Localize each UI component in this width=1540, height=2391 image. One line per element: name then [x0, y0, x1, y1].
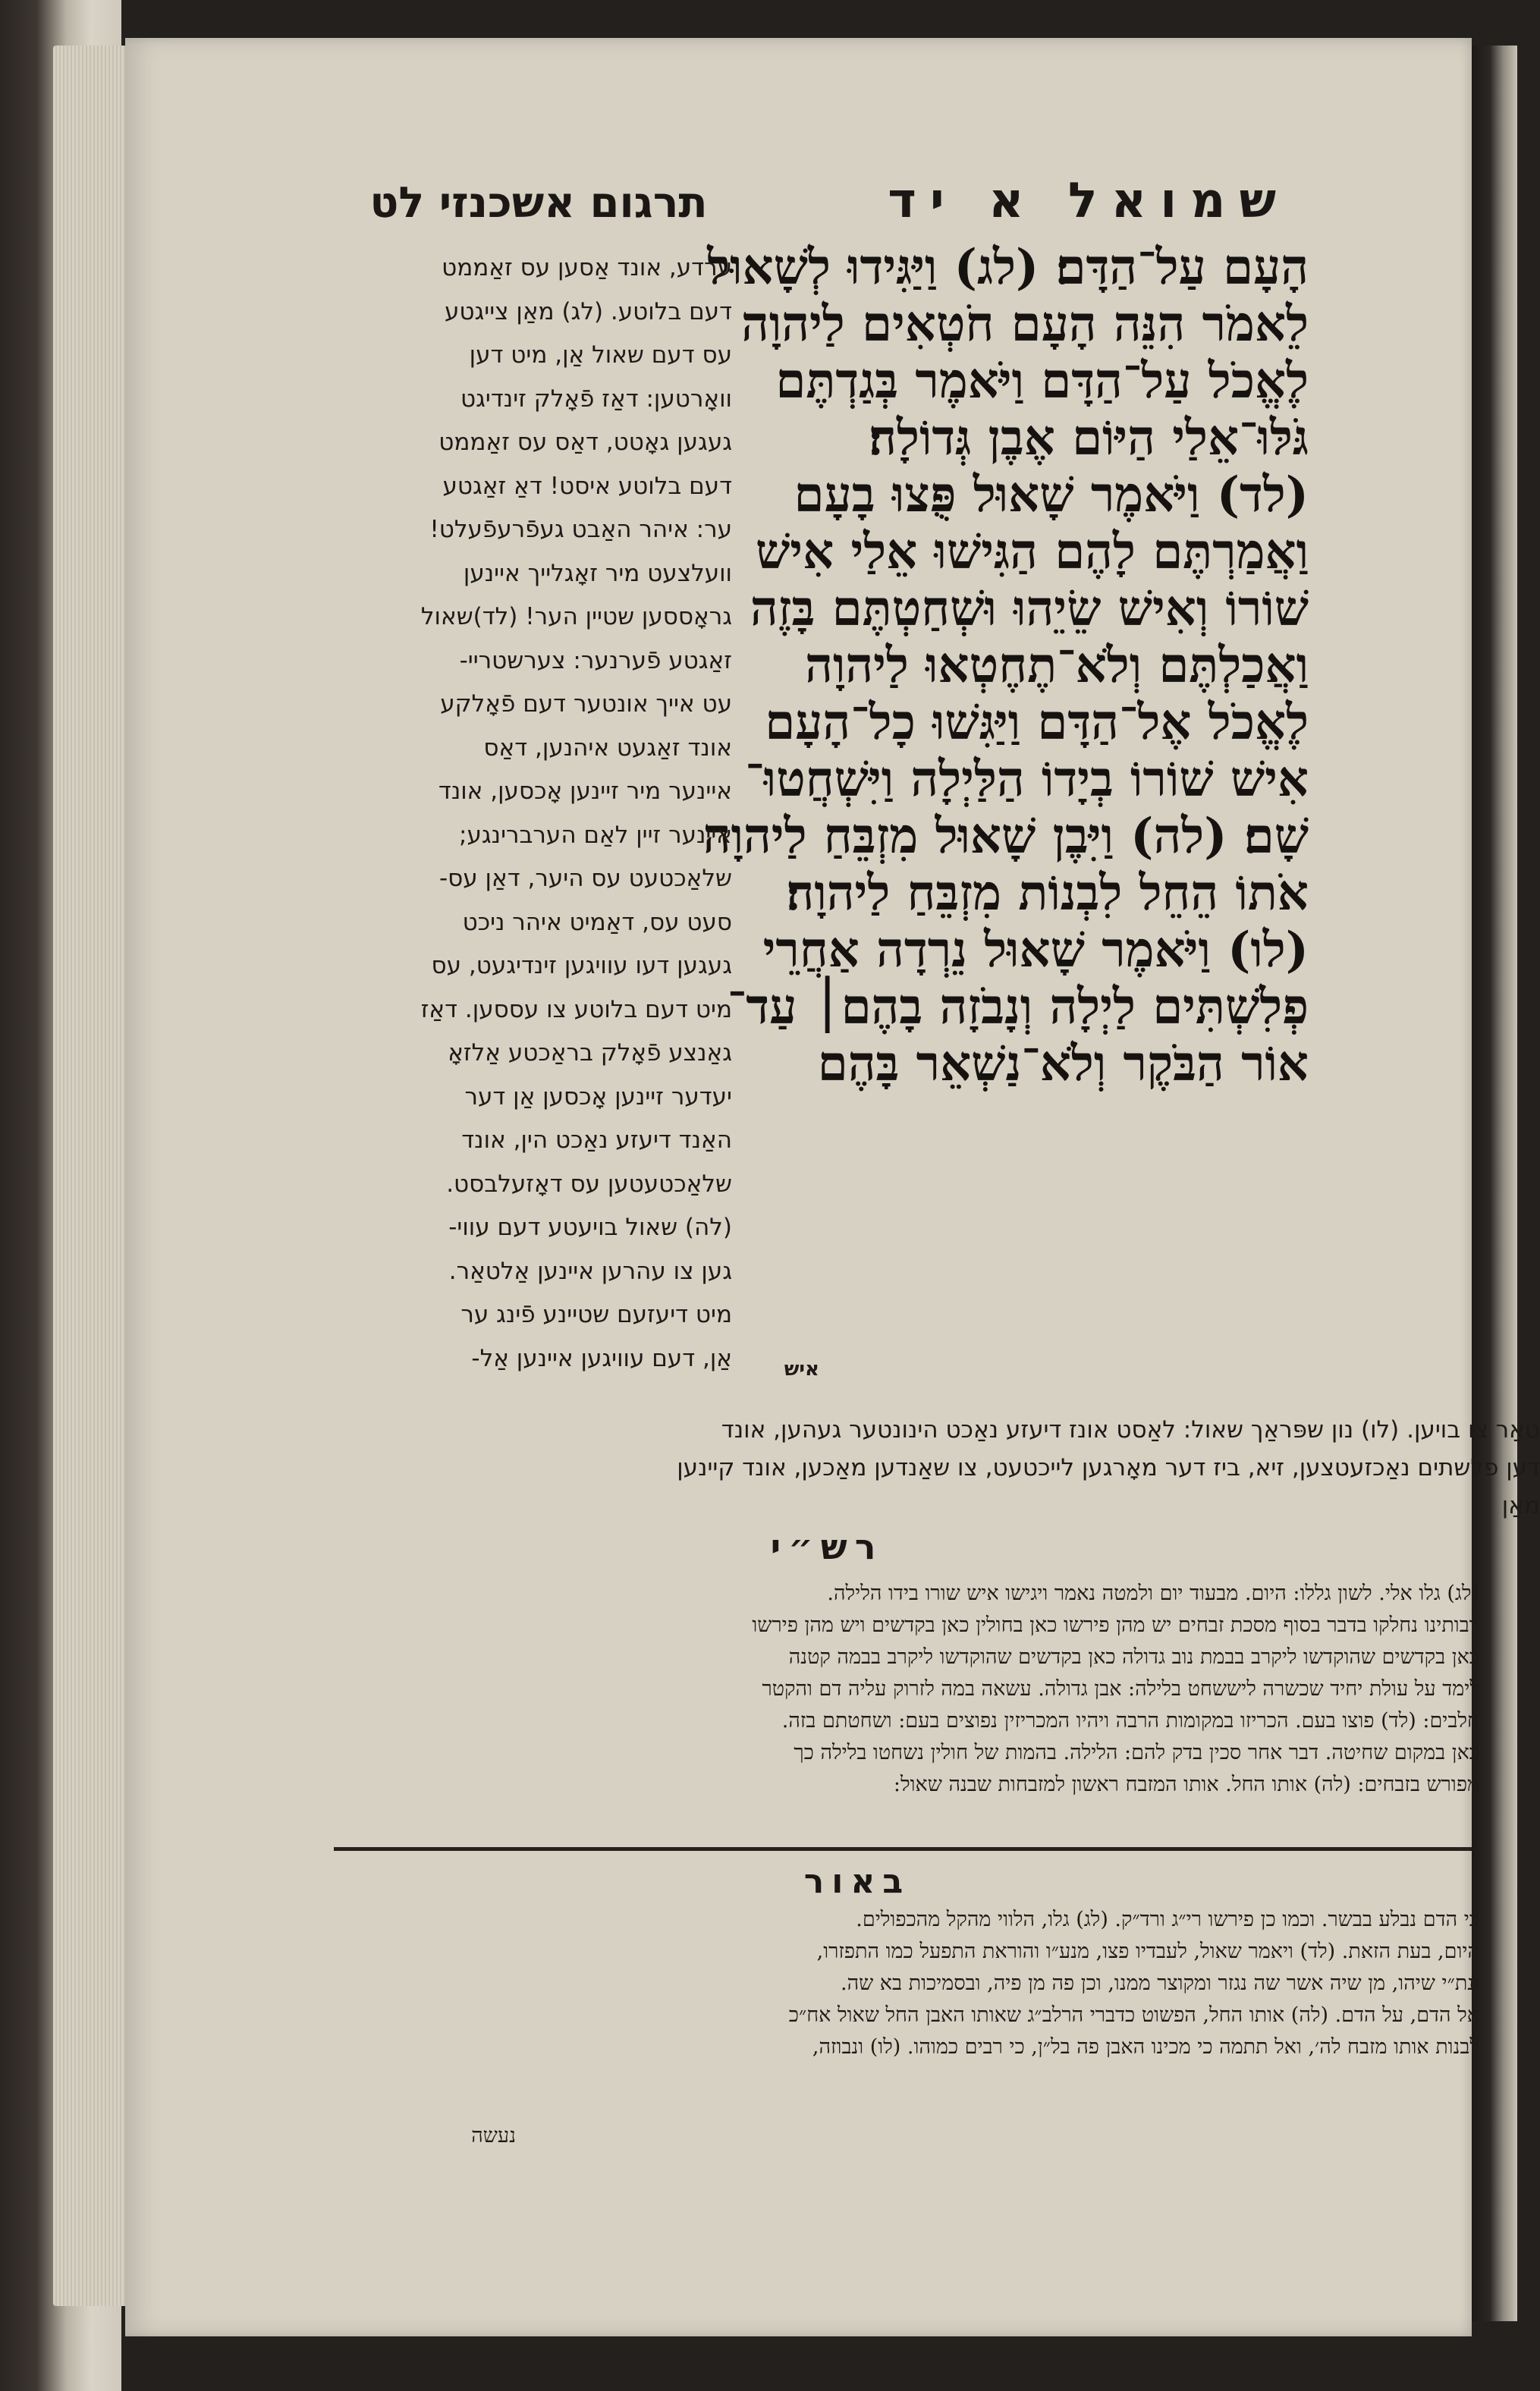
biur-heading: באור [803, 1862, 911, 1901]
page-stack-edge [53, 46, 137, 2306]
yiddish-line: געגען גאָטט, דאַס עס זאַממט [438, 429, 732, 456]
hebrew-line: שׁוֹרוֹ וְאִישׁ שֵׂיֵהוּ וּשְׁחַטְתֶּם בָּזֶה [750, 580, 1309, 637]
hebrew-line: אִישׁ שׁוֹרוֹ בְיָדוֹ הַלַּיְלָה וַיִּשְׁחֲטוּ־ [745, 751, 1309, 808]
yiddish-line: געגען דעו עוויגען זינדיגעט, עס [431, 952, 732, 979]
yiddish-line: עס דעם שאול אַן, מיט דען [469, 341, 732, 369]
hebrew-line: (לו) וַיֹּאמֶר שָׁאוּל נֵרְדָה אַחֲרֵי [762, 922, 1309, 979]
yiddish-line: שלאַכטעט עס היער, דאַן עס- [439, 865, 732, 892]
hebrew-line: פְלִשְׁתִּים לַיְלָה וְנָבֹזָה בָהֶם׀ עַד־ [727, 979, 1309, 1035]
yiddish-line: זאַגטע פֿערנער: צערשטריי- [459, 646, 732, 674]
yiddish-line: ער: איהר האַבט געפֿרעפֿעלט! [429, 516, 732, 543]
section-divider [334, 1847, 1472, 1851]
hebrew-line: וַאֲכַלְתֶּם וְלֹא־תֶחֶטְאוּ לַיהוָה [805, 637, 1309, 694]
hebrew-line: שָׁם׃ (לה) וַיִּבֶן שָׁאוּל מִזְבֵּחַ לַיהוָה [702, 808, 1309, 865]
biur-line: לבנות אותו מזבח לה׳, ואל תתמה כי מכינו האבן פה בל״ן, כי רבים כמוהו. (לו) ונבוזה, [812, 2035, 1479, 2059]
hebrew-line: גֹּלּוּ־אֵלַי הַיּוֹם אֶבֶן גְּדוֹלָה׃ [869, 410, 1309, 467]
yiddish-line: יעדער זיינען אָכסען אַן דער [464, 1082, 732, 1111]
biur-line: היום, בעת הזאת. (לד) ויאמר שאול, לעבדיו פצו, מנע״ו והוראת התפעל כמו התפזרו, [816, 1940, 1479, 1963]
yiddish-line: גאַנצע פֿאָלק בראַכטע אַלזאָ [448, 1039, 732, 1067]
biur-line: אל הדם, על הדם. (לה) אותו החל, הפשוט כדברי הרלב״ג שאותו האבן החל שאול אח״כ [788, 2003, 1479, 2027]
rashi-line: כאן בקדשים שהוקדשו ליקרב בבמת נוב גדולה כאן בקדשים שהוקדשו ליקרב בבמה קטנה [788, 1645, 1479, 1669]
hebrew-line: לֵאמֹר הִנֵּה הָעָם חֹטְאִים לַיהוָה [741, 296, 1309, 353]
rashi-line: חלבים: (לד) פוצו בעם. הכריזו במקומות הרבה ויהיו המכריזין נפוצים בעם: ושחטתם בזה. [781, 1709, 1479, 1733]
yiddish-line: אונד זאַגעט איהנען, דאַס [483, 734, 732, 762]
yiddish-line: האַנד דיעזע נאַכט הין, אונד [461, 1126, 732, 1154]
hebrew-text-column [702, 239, 1309, 1092]
yiddish-line: עט אייך אונטער דעם פֿאָלקע [440, 690, 732, 718]
yiddish-line: מאַן [1501, 1492, 1540, 1519]
yiddish-line: גראָססען שטיין הער! (לד)שאול [420, 603, 732, 630]
rashi-line: כאן במקום שחיטה. דבר אחר סכין בדק להם: הלילה. בהמות של חולין נשחטו בלילה כך [794, 1741, 1479, 1764]
rashi-commentary [315, 1578, 1479, 1801]
yiddish-line: מיט דעם בלוטע צו עססען. דאַז [420, 995, 732, 1023]
hebrew-line: לֶאֱכֹל עַל־הַדָּם וַיֹּאמֶר בְּגַדְתֶּם [775, 353, 1309, 410]
catchword: איש [784, 1358, 819, 1381]
hebrew-line: (לד) וַיֹּאמֶר שָׁאוּל פֻּצוּ בָעָם [794, 467, 1309, 523]
rashi-line: רבותינו נחלקו בדבר בסוף מסכת זבחים יש מהן פירשו כאן בחולין כאן בקדשים ויש מהן פירשו [752, 1613, 1479, 1637]
running-header-targum: תרגום אשכנזי לט [369, 178, 708, 228]
yiddish-line: סעט עס, דאַמיט איהר ניכט [462, 908, 732, 936]
rashi-heading: רש״י [770, 1526, 884, 1567]
hebrew-line: וַאֲמַרְתֶּם לָהֶם הַגִּישׁוּ אֵלַי אִישׁ [755, 523, 1309, 580]
biur-commentary [315, 1904, 1479, 2063]
yiddish-line: (לה) שאול בויעטע דעם עווי- [448, 1214, 732, 1241]
yiddish-line: וועלצעט מיר זאָגלייך איינען [463, 559, 732, 587]
yiddish-line: דעם בלוטע. (לג) מאַן צייגטע [444, 297, 732, 325]
yiddish-line: ערדע, אונד אַסען עס זאַממט [442, 254, 732, 281]
rashi-line: מפורש בזבחים: (לה) אותו החל. אותו המזבח ראשון למזבחות שבנה שאול: [893, 1773, 1479, 1796]
yiddish-line: גען צו עהרען איינען אַלטאַר. [448, 1257, 732, 1285]
catchword-bottom: נעשה [471, 2124, 516, 2148]
hebrew-line: אוֹר הַבֹּקֶר וְלֹא־נַשְׁאֵר בָּהֶם [817, 1035, 1309, 1092]
yiddish-line: אַן, דעם עוויגען איינען אַל- [471, 1344, 732, 1372]
yiddish-line: איינער מיר זיינען אָכסען, אונד [438, 778, 732, 805]
yiddish-translation-column [315, 247, 732, 1381]
yiddish-translation-continued [315, 1411, 1540, 1525]
yiddish-line: שלאַכטעטען עס דאָזעלבסט. [446, 1170, 732, 1198]
yiddish-line: דען פלשתים נאַכזעטצען, זיא, ביז דער מאָרגען לייכטעט, צו שאַנדען מאַכען, אונד קיינען [677, 1454, 1540, 1481]
hebrew-line: לֶאֱכֹל אֶל־הַדָּם וַיַּגִּשׁוּ כָל־הָעָם [765, 694, 1309, 751]
hebrew-line: אֹתוֹ הֵחֵל לִבְנוֹת מִזְבֵּחַ לַיהוָה׃ [786, 865, 1309, 922]
biur-line: כי הדם נבלע בבשר. וכמו כן פירשו רי״ג ורד״ק. (לג) גלו, הלווי מהקל מהכפולים. [856, 1908, 1479, 1931]
yiddish-line: דעם בלוטע איסט! דאַ זאַגטע [442, 472, 732, 500]
biur-line: ונת״י שיהו, מן שיה אשר שה נגזר ומקוצר ממנו, וכן פה מן פיה, ובסמיכות בא שה. [841, 1972, 1479, 1995]
yiddish-line: מיט דיעזעם שטיינע פֿינג ער [460, 1301, 732, 1328]
hebrew-line: הָעָם עַל־הַדָּם׃ (לג) וַיַּגִּידוּ לְשָׁאוּל [707, 239, 1309, 296]
yiddish-line: וואָרטען: דאַז פֿאָלק זינדיגט [460, 385, 732, 413]
running-header-book-chapter: שמואל א יד [888, 173, 1290, 229]
rashi-line: (לג) גלו אלי. לשון גללו: היום. מבעוד יום ולמטה נאמר ויגישו איש שורו בידו הלילה. [827, 1582, 1479, 1605]
yiddish-line: איינער זיין לאַם הערברינגע; [459, 821, 732, 849]
rashi-line: לימד על עולת יחיד שכשרה ליששחט בלילה: אבן גדולה. עשאה במה לזרוק עליה דם והקטר [762, 1677, 1479, 1701]
yiddish-line: טאַר צו בויען. (לו) נון שפּראַך שאול: לאַסט אונז דיעזע נאַכט הינונטער געהען, אונד [721, 1416, 1540, 1444]
